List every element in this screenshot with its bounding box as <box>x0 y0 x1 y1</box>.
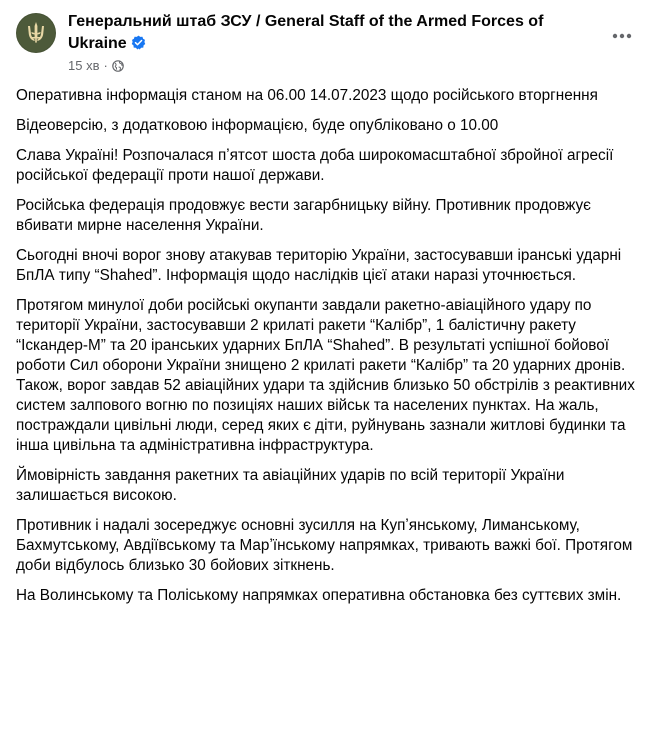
avatar[interactable] <box>16 13 56 53</box>
post-header <box>0 0 658 84</box>
post-body <box>16 86 644 616</box>
page-name[interactable]: Генеральний штаб ЗСУ / General Staff of the Armed Forces of Ukraine <box>68 13 544 52</box>
post-title-block <box>68 11 588 74</box>
post-paragraph: Ймовірність завдання ракетних та авіаційних ударів по всій території України залишається високою. <box>16 467 565 504</box>
post-paragraph: Оперативна інформація станом на 06.00 14.07.2023 щодо російського вторгнення <box>16 87 598 104</box>
meta-separator: · <box>103 58 108 73</box>
trident-sword-emblem-icon <box>23 20 49 46</box>
post-paragraph: Російська федерація продовжує вести загарбницьку війну. Противник продовжує вбивати мирне населення України. <box>16 197 591 234</box>
more-options-button[interactable] <box>604 18 640 54</box>
post-timestamp[interactable]: 15 хв <box>68 58 100 73</box>
post-paragraph: Відеоверсію, з додатковою інформацією, буде опубліковано о 10.00 <box>16 117 499 134</box>
post-meta <box>68 58 588 74</box>
post-paragraph: На Волинському та Поліському напрямках оперативна обстановка без суттєвих змін. <box>16 587 622 604</box>
globe-icon <box>112 60 124 72</box>
post-paragraph: Сьогодні вночі ворог знову атакував територію України, застосувавши іранські ударні БпЛА типу “Shahed”. Інформація щодо наслідків цієї атаки наразі уточнюється. <box>16 247 622 284</box>
more-dots-icon <box>612 33 632 39</box>
post-paragraph: Протягом минулої доби російські окупанти завдали ракетно-авіаційного удару по території України, застосувавши 2 крилаті ракети “Калібр”, 1 балістичну ракету “Іскандер-М” та 20 іранських ударних БпЛА “Shahed”. В результаті успішної бойової роботи Сил оборони України знищено 2 крилаті ракети “Калібр” та 20 ударних дронів. Також, ворог завдав 52 авіаційних удари та здійснив близько 50 обстрілів з реактивних систем залпового вогню по позиціях наших військ та населених пунктах. На жаль, постраждали цивільні люди, серед яких є діти, руйнувань зазнали житлові будинки та інша цивільна та адміністративна інфраструктура. <box>16 297 635 454</box>
post-paragraph: Противник і надалі зосереджує основні зусилля на Купʼянському, Лиманському, Бахмутському, Авдіївському та Марʼїнському напрямках, тривають важкі бої. Протягом доби відбулось близько 30 бойових зіткнень. <box>16 517 633 574</box>
post-paragraph: Слава Україні! Розпочалася пʼятсот шоста доба широкомасштабної збройної агресії російської федерації проти нашої держави. <box>16 147 614 184</box>
verified-badge-icon <box>131 35 146 50</box>
